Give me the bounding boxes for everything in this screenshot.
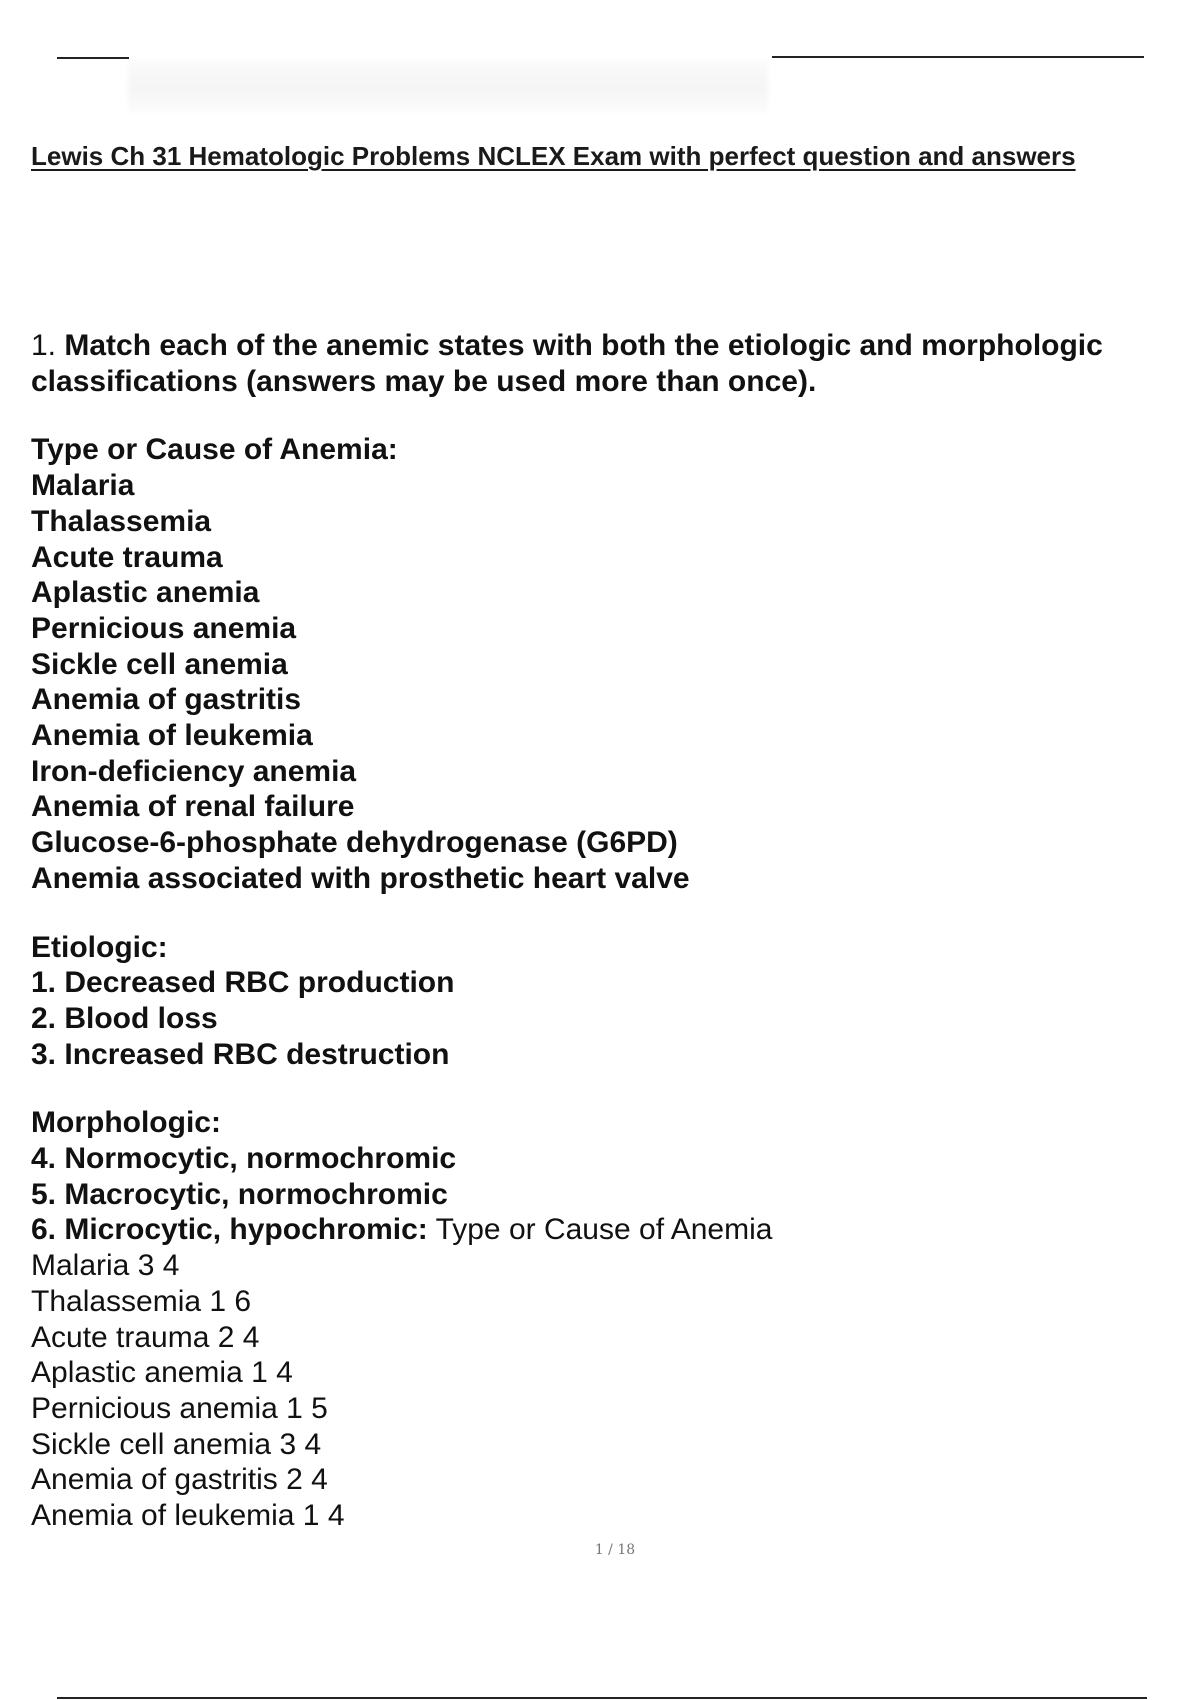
cause-item: Anemia associated with prosthetic heart valve [31, 861, 690, 895]
answer-key-heading: Type or Cause of Anemia [427, 1213, 773, 1247]
document-title: Lewis Ch 31 Hematologic Problems NCLEX Exam with perfect question and answers [31, 141, 1076, 171]
answer-item: Anemia of gastritis 2 4 [31, 1463, 328, 1497]
cause-item: Glucose-6-phosphate dehydrogenase (G6PD) [31, 826, 678, 860]
cause-item: Anemia of renal failure [31, 790, 355, 824]
answer-item: Sickle cell anemia 3 4 [31, 1427, 322, 1461]
answer-item: Malaria 3 4 [31, 1249, 180, 1283]
faded-watermark [128, 60, 768, 112]
morphologic-item: 4. Normocytic, normochromic [31, 1142, 457, 1176]
answer-item: Pernicious anemia 1 5 [31, 1391, 328, 1425]
morphologic-item: 5. Macrocytic, normochromic [31, 1177, 448, 1211]
header-rule-left [57, 57, 129, 59]
etiologic-item: 1. Decreased RBC production [31, 966, 455, 1000]
cause-item: Thalassemia [31, 504, 212, 538]
answer-item: Aplastic anemia 1 4 [31, 1356, 293, 1390]
question-number: 1. [31, 329, 57, 362]
answer-item: Acute trauma 2 4 [31, 1320, 260, 1354]
cause-item: Pernicious anemia [31, 611, 297, 645]
page-number: 1 / 18 [594, 1542, 636, 1558]
morphologic-item: 6. Microcytic, hypochromic: [31, 1213, 428, 1247]
cause-list-heading: Type or Cause of Anemia: [31, 433, 398, 467]
etiologic-heading: Etiologic: [31, 930, 168, 964]
cause-item: Acute trauma [31, 540, 223, 574]
cause-item: Anemia of gastritis [31, 683, 302, 717]
document-body [31, 328, 1181, 1534]
etiologic-item: 2. Blood loss [31, 1001, 218, 1035]
header-rule-right [772, 56, 1144, 58]
cause-list [31, 432, 1181, 896]
morphologic-list [31, 1105, 1181, 1248]
answer-key-list [31, 1248, 1181, 1534]
cause-item: Iron-deficiency anemia [31, 754, 357, 788]
footer-rule [57, 1697, 1147, 1699]
question-text-line-2: classifications (answers may be used more than once). [31, 364, 817, 398]
etiologic-list [31, 930, 1181, 1073]
etiologic-item: 3. Increased RBC destruction [31, 1037, 450, 1071]
cause-item: Sickle cell anemia [31, 647, 288, 681]
morphologic-heading: Morphologic: [31, 1106, 221, 1140]
question-prompt [31, 328, 1181, 399]
cause-item: Malaria [31, 469, 135, 503]
answer-item: Thalassemia 1 6 [31, 1284, 252, 1318]
answer-item: Anemia of leukemia 1 4 [31, 1499, 345, 1533]
cause-item: Aplastic anemia [31, 576, 260, 610]
question-text-line-1: Match each of the anemic states with both the etiologic and morphologic [64, 329, 1103, 362]
cause-item: Anemia of leukemia [31, 719, 313, 753]
